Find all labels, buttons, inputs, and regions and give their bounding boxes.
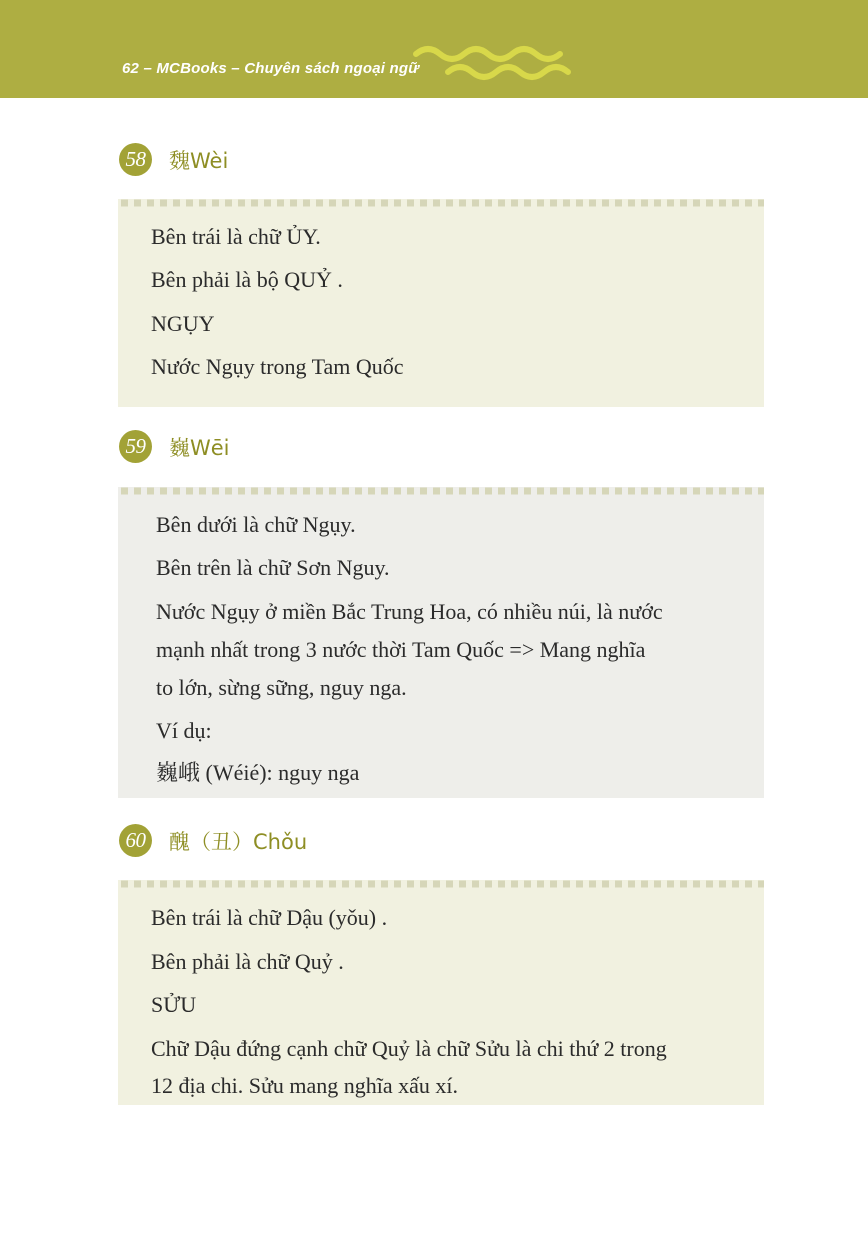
header-text: 62 – MCBooks – Chuyên sách ngoại ngữ: [122, 60, 420, 77]
entry-title: 醜（丑）Chǒu: [169, 829, 308, 854]
entry-line: 12 địa chi. Sửu mang nghĩa xấu xí.: [151, 1073, 459, 1098]
entry-box: [118, 487, 764, 798]
entry-line: Nước Ngụy ở miền Bắc Trung Hoa, có nhiều núi, là nước: [156, 599, 663, 624]
entry-box: [118, 880, 764, 1105]
dashed-border: [118, 487, 764, 495]
entry-line: 巍峨 (Wéié): nguy nga: [156, 760, 360, 785]
entry-line: Ví dụ:: [156, 718, 212, 743]
entry-line: mạnh nhất trong 3 nước thời Tam Quốc => Mang nghĩa: [156, 637, 646, 662]
entry-box: [118, 199, 764, 407]
entry-line: to lớn, sừng sững, nguy nga.: [156, 675, 407, 700]
entry-number-badge: 58: [119, 143, 152, 176]
entry-line: Chữ Dậu đứng cạnh chữ Quỷ là chữ Sửu là chi thứ 2 trong: [151, 1036, 667, 1061]
entry-heading: [119, 824, 307, 857]
entry-number-badge: 59: [119, 430, 152, 463]
entry-title: 巍Wēi: [169, 435, 230, 460]
entry-heading: [119, 143, 228, 176]
entry-line: SỬU: [151, 992, 197, 1017]
entry-line: Bên trái là chữ ỦY.: [151, 224, 321, 249]
entry-line: Bên trên là chữ Sơn Nguy.: [156, 555, 390, 580]
entry-number-badge: 60: [119, 824, 152, 857]
page-header: [0, 0, 868, 98]
entry-line: Nước Ngụy trong Tam Quốc: [151, 354, 404, 379]
entry-line: Bên dưới là chữ Ngụy.: [156, 512, 356, 537]
entry-line: NGỤY: [151, 311, 215, 336]
dashed-border: [118, 880, 764, 888]
entry-title: 魏Wèi: [169, 148, 229, 173]
entry-line: Bên phải là chữ Quỷ .: [151, 949, 344, 974]
entry-heading: [119, 430, 230, 463]
entry-line: Bên phải là bộ QUỶ .: [151, 267, 343, 292]
entry-line: Bên trái là chữ Dậu (yǒu) .: [151, 905, 388, 930]
dashed-border: [118, 199, 764, 207]
waves-decoration-icon: [412, 40, 572, 82]
